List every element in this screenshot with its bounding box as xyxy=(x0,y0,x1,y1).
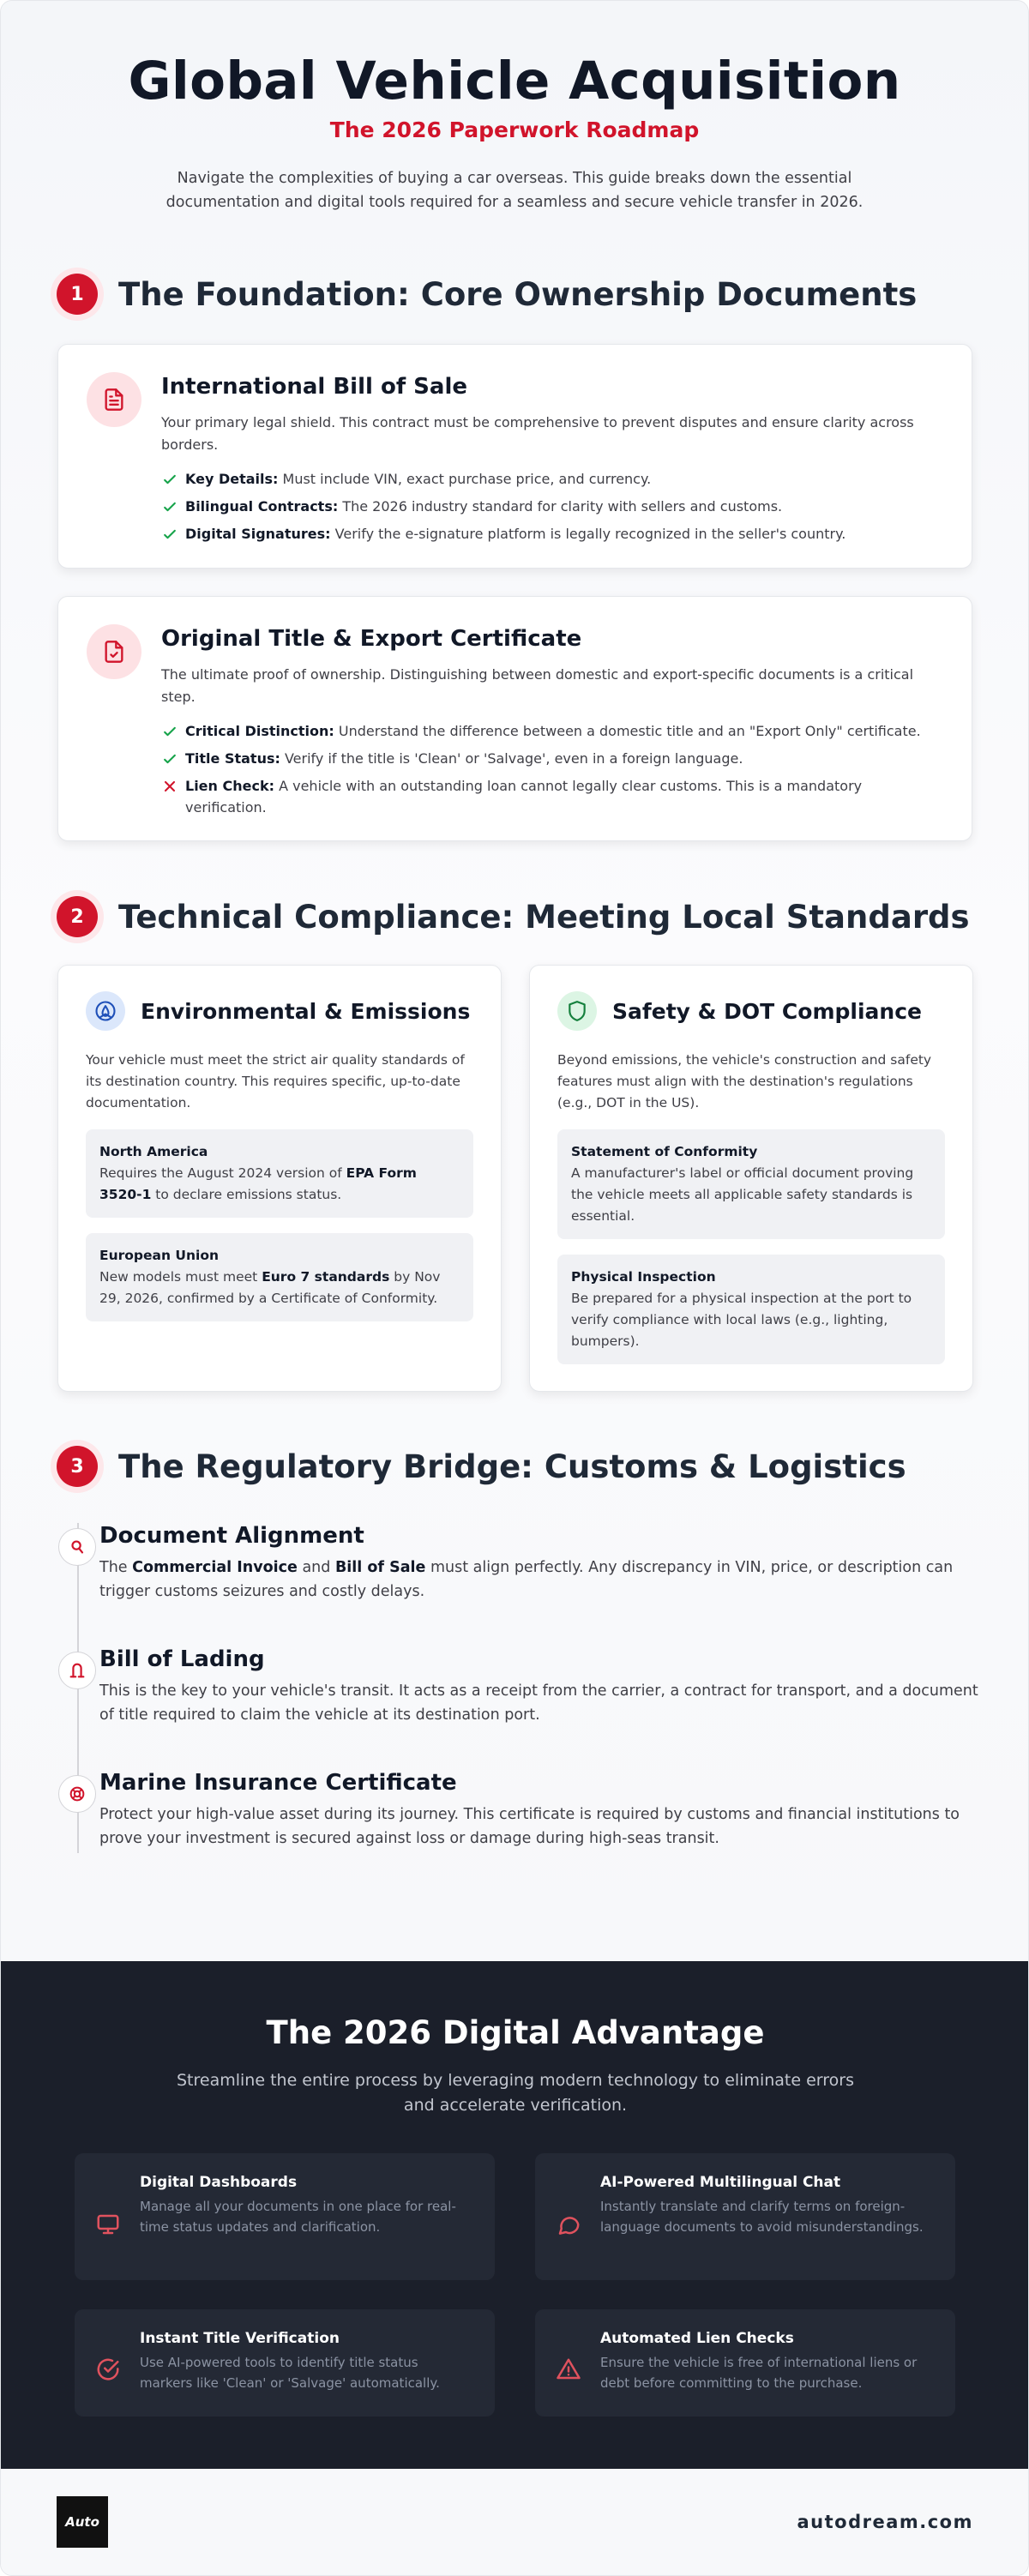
bill-of-sale-card xyxy=(57,344,972,569)
cross-icon xyxy=(161,778,178,795)
feature-title: Automated Lien Checks xyxy=(600,2330,794,2347)
text-highlight: Commercial Invoice xyxy=(132,1559,298,1576)
bullet-label: Critical Distinction: xyxy=(185,723,334,739)
section-title: Technical Compliance: Meeting Local Standards xyxy=(118,898,970,936)
timeline-title: Marine Insurance Certificate xyxy=(99,1770,457,1796)
timeline-text: Protect your high-value asset during its journey. This certificate is required by customs and financial institutions to prove your investment is secured against loss or damage during high-seas transit. xyxy=(99,1806,960,1847)
timeline-text xyxy=(99,1556,983,1604)
document-icon xyxy=(87,372,141,427)
bullet-text: Must include VIN, exact purchase price, and currency. xyxy=(278,471,652,487)
card-title: Original Title & Export Certificate xyxy=(161,626,582,652)
bullet-text: Verify the e-signature platform is legally recognized in the seller's country. xyxy=(330,526,846,542)
check-icon xyxy=(161,526,178,543)
section-number-badge: 2 xyxy=(57,896,98,937)
card-bullets xyxy=(161,720,942,818)
feature-card-ai-chat xyxy=(535,2153,955,2280)
feature-text: Use AI-powered tools to identify title status markers like 'Clean' or 'Salvage' automatically. xyxy=(140,2355,440,2391)
section-2-heading xyxy=(57,896,970,937)
bullet-label: Key Details: xyxy=(185,471,279,487)
shield-icon xyxy=(557,991,597,1031)
bullet-item xyxy=(161,468,942,490)
check-icon xyxy=(161,723,178,740)
footer-domain-link[interactable]: autodream.com xyxy=(797,2512,973,2532)
section-title: The Foundation: Core Ownership Documents xyxy=(118,275,918,313)
timeline-title: Bill of Lading xyxy=(99,1646,265,1672)
page-subtitle: The 2026 Paperwork Roadmap xyxy=(329,117,700,142)
box-text: Requires the August 2024 version of xyxy=(99,1165,346,1181)
page-intro: Navigate the complexities of buying a car overseas. This guide breaks down the essential documentation and digital tools required for a seamless and secure vehicle transfer in 2026. xyxy=(165,170,864,211)
footer xyxy=(1,2469,1029,2576)
hero-header xyxy=(1,1,1028,214)
north-america-box xyxy=(86,1129,473,1218)
section-number-badge: 3 xyxy=(57,1446,98,1487)
bullet-label: Digital Signatures: xyxy=(185,526,331,542)
card-description: Your vehicle must meet the strict air quality standards of its destination country. This requires specific, up-to-date documentation. xyxy=(86,1052,465,1110)
section-3-heading xyxy=(57,1446,906,1487)
text-part: and xyxy=(297,1559,335,1576)
text-part: must align perfectly. Any discrepancy in VIN, price, or description can trigger customs seizures and costly delays. xyxy=(99,1559,954,1600)
magnifier-icon xyxy=(58,1528,96,1566)
box-text: to declare emissions status. xyxy=(151,1187,342,1202)
box-highlight: EPA Form 3520-1 xyxy=(99,1165,417,1202)
timeline-item xyxy=(99,1646,983,1727)
chat-bubble-icon xyxy=(556,2212,581,2237)
card-header xyxy=(557,991,945,1031)
title-export-card xyxy=(57,596,972,841)
bullet-item xyxy=(161,720,942,742)
bullet-label: Bilingual Contracts: xyxy=(185,498,339,515)
card-title: International Bill of Sale xyxy=(161,374,467,400)
section-number-badge: 1 xyxy=(57,274,98,315)
bullet-text: Verify if the title is 'Clean' or 'Salvage', even in a foreign language. xyxy=(280,750,743,767)
section-intro: Streamline the entire process by leveraging modern technology to eliminate errors and accelerate verification. xyxy=(177,2071,855,2115)
bullet-item xyxy=(161,523,942,545)
section-title: The Regulatory Bridge: Customs & Logistics xyxy=(118,1447,906,1485)
box-title: North America xyxy=(99,1144,208,1159)
box-title: Physical Inspection xyxy=(571,1269,716,1285)
box-title: Statement of Conformity xyxy=(571,1144,758,1159)
emissions-card xyxy=(57,965,502,1392)
box-highlight: Euro 7 standards xyxy=(262,1269,390,1285)
feature-text: Ensure the vehicle is free of international liens or debt before committing to the purchase. xyxy=(600,2355,918,2391)
box-text: Be prepared for a physical inspection at the port to verify compliance with local laws (e.g., lighting, bumpers). xyxy=(571,1291,912,1349)
timeline-title: Document Alignment xyxy=(99,1523,364,1549)
bullet-text: A vehicle with an outstanding loan cannot legally clear customs. This is a mandatory verification. xyxy=(185,778,863,816)
statement-of-conformity-box xyxy=(557,1129,945,1239)
box-title: European Union xyxy=(99,1248,220,1263)
box-text: A manufacturer's label or official document proving the vehicle meets all applicable safety standards is essential. xyxy=(571,1165,914,1224)
physical-inspection-box xyxy=(557,1255,945,1364)
leaf-badge-icon xyxy=(86,991,125,1031)
card-description: Beyond emissions, the vehicle's construction and safety features must align with the destination's regulations (e.g., DOT in the US). xyxy=(557,1052,932,1110)
check-icon xyxy=(161,498,178,515)
bullet-text: Understand the difference between a domestic title and an "Export Only" certificate. xyxy=(334,723,921,739)
digital-advantage-section xyxy=(1,1961,1029,2469)
feature-title: Instant Title Verification xyxy=(140,2330,340,2347)
card-description: Your primary legal shield. This contract must be comprehensive to prevent disputes and ensure clarity across borders. xyxy=(161,414,914,453)
feature-text: Instantly translate and clarify terms on foreign-language documents to avoid misunderstandings. xyxy=(600,2199,924,2235)
logistics-timeline xyxy=(77,1523,978,1853)
monitor-icon xyxy=(95,2212,121,2237)
bullet-item xyxy=(161,496,942,517)
feature-card-dashboards xyxy=(75,2153,495,2280)
document-check-icon xyxy=(87,624,141,679)
safety-card xyxy=(529,965,973,1392)
section-1-heading xyxy=(57,274,917,315)
timeline-item xyxy=(99,1770,983,1851)
check-icon xyxy=(161,471,178,488)
bullet-label: Lien Check: xyxy=(185,778,274,794)
anchor-icon xyxy=(58,1652,96,1689)
brand-logo[interactable]: Auto xyxy=(57,2496,108,2548)
european-union-box xyxy=(86,1233,473,1321)
text-part: The xyxy=(99,1559,133,1576)
bullet-item xyxy=(161,748,942,769)
card-title: Environmental & Emissions xyxy=(141,998,471,1024)
warning-triangle-icon xyxy=(556,2356,581,2382)
check-icon xyxy=(161,750,178,767)
feature-card-title-verification xyxy=(75,2309,495,2417)
feature-title: Digital Dashboards xyxy=(140,2174,298,2191)
page-title: Global Vehicle Acquisition xyxy=(128,51,901,111)
bullet-text: The 2026 industry standard for clarity with sellers and customs. xyxy=(338,498,783,515)
card-title: Safety & DOT Compliance xyxy=(612,998,922,1024)
bullet-label: Title Status: xyxy=(185,750,280,767)
feature-title: AI-Powered Multilingual Chat xyxy=(600,2174,841,2191)
text-highlight: Bill of Sale xyxy=(334,1559,426,1576)
card-description: The ultimate proof of ownership. Distinguishing between domestic and export-specific documents is a critical step. xyxy=(161,666,914,705)
box-text: by Nov 29, 2026, confirmed by a Certificate of Conformity. xyxy=(99,1269,441,1306)
card-bullets xyxy=(161,468,942,545)
timeline-item xyxy=(99,1523,983,1604)
feature-text: Manage all your documents in one place for real-time status updates and clarification. xyxy=(140,2199,456,2235)
feature-card-lien-checks xyxy=(535,2309,955,2417)
bullet-item xyxy=(161,775,942,818)
timeline-text: This is the key to your vehicle's transit. It acts as a receipt from the carrier, a contract for transport, and a document of title required to claim the vehicle at its destination port. xyxy=(99,1682,978,1724)
section-title: The 2026 Digital Advantage xyxy=(266,2014,765,2051)
check-circle-icon xyxy=(95,2356,121,2382)
box-text: New models must meet xyxy=(99,1269,262,1285)
life-ring-icon xyxy=(58,1775,96,1813)
card-header xyxy=(86,991,473,1031)
